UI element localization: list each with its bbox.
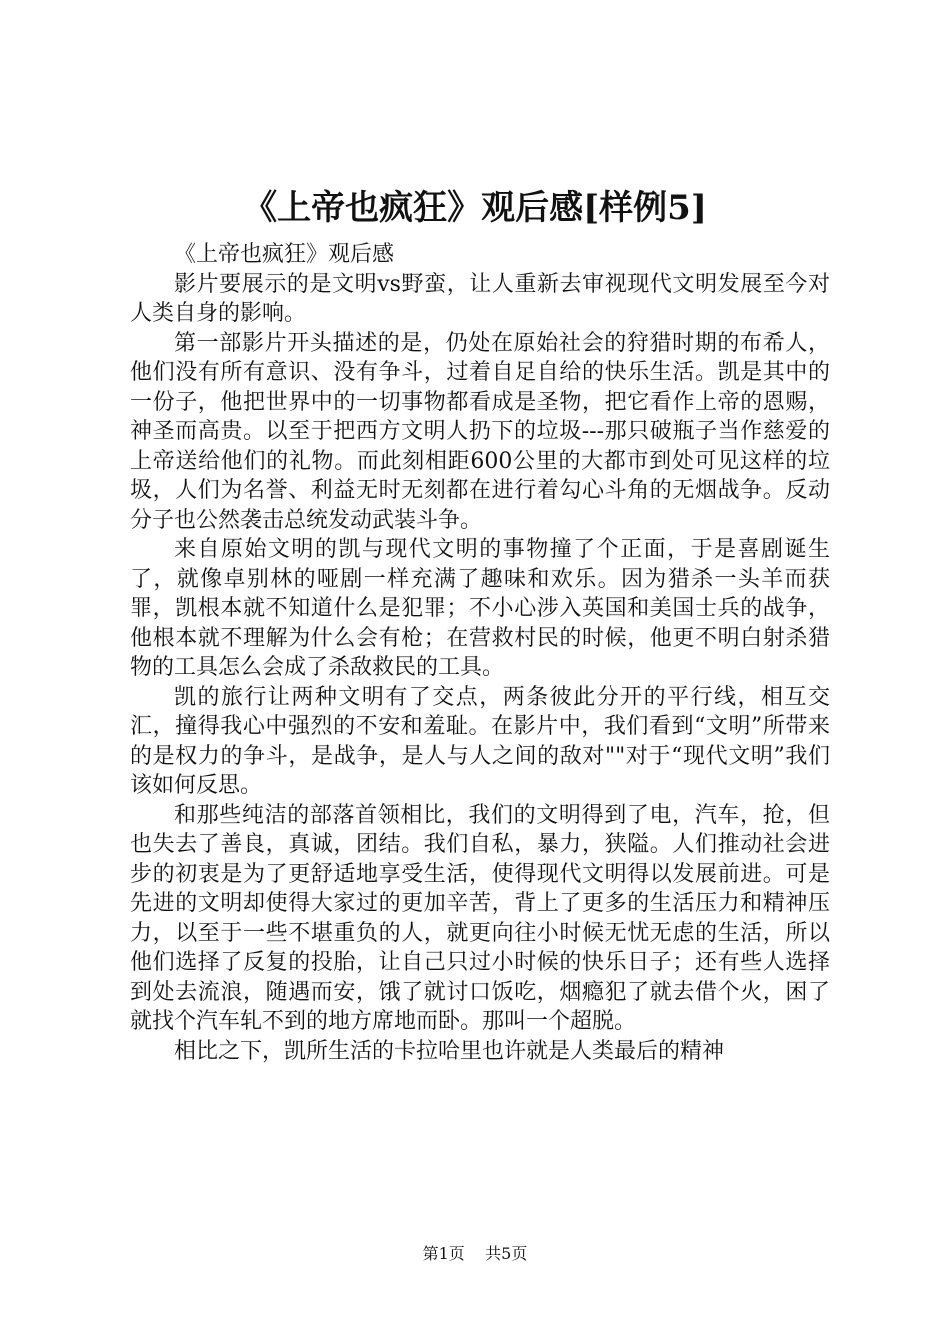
- page-title: 《上帝也疯狂》观后感[样例5]: [243, 188, 707, 228]
- page-footer: [0, 1242, 950, 1266]
- page-total: 共5页: [485, 1244, 528, 1263]
- paragraph: 凯的旅行让两种文明有了交点，两条彼此分开的平行线，相互交汇，撞得我心中强烈的不安和羞耻。在影片中，我们看到“文明”所带来的是权力的争斗，是战争，是人与人之间的敌对""对于“现代文明”我们该如何反思。: [130, 684, 830, 798]
- paragraph: 《上帝也疯狂》观后感: [174, 242, 395, 267]
- paragraph: 来自原始文明的凯与现代文明的事物撞了个正面，于是喜剧诞生了，就像卓别林的哑剧一样充满了趣味和欢乐。因为猎杀一头羊而获罪，凯根本就不知道什么是犯罪；不小心涉入英国和美国士兵的战争，他根本就不理解为什么会有枪；在营救村民的时候，他更不明白射杀猎物的工具怎么会成了杀敌救民的工具。: [130, 537, 830, 680]
- page-number: 第1页: [422, 1244, 465, 1263]
- page-spacer: [470, 1244, 480, 1263]
- paragraph: 第一部影片开头描述的是，仍处在原始社会的狩猎时期的布希人，他们没有所有意识、没有争斗，过着自足自给的快乐生活。凯是其中的一份子，他把世界中的一切事物都看成是圣物，把它看作上帝的恩赐，神圣而高贵。以至于把西方文明人扔下的垃圾---那只破瓶子当作慈爱的上帝送给他们的礼物。而此刻相距600公里的大都市到处可见这样的垃圾，人们为名誉、利益无时无刻都在进行着勾心斗角的无烟战争。反动分子也公然袭击总统发动武装斗争。: [130, 330, 830, 533]
- paragraph: 影片要展示的是文明vs野蛮，让人重新去审视现代文明发展至今对人类自身的影响。: [130, 271, 830, 326]
- paragraph: 和那些纯洁的部落首领相比，我们的文明得到了电，汽车，抢，但也失去了善良，真诚，团结。我们自私，暴力，狭隘。人们推动社会进步的初衷是为了更舒适地享受生活，使得现代文明得以发展前进。可是先进的文明却使得大家过的更加辛苦，背上了更多的生活压力和精神压力，以至于一些不堪重负的人，就更向往小时候无忧无虑的生活，所以他们选择了反复的投胎，让自己只过小时候的快乐日子；还有些人选择到处去流浪，随遇而安，饿了就讨口饭吃，烟瘾犯了就去借个火，困了就找个汽车轧不到的地方席地而卧。那叫一个超脱。: [130, 802, 830, 1034]
- paragraph: 相比之下，凯所生活的卡拉哈里也许就是人类最后的精神: [174, 1038, 725, 1064]
- document-body: [130, 240, 830, 1066]
